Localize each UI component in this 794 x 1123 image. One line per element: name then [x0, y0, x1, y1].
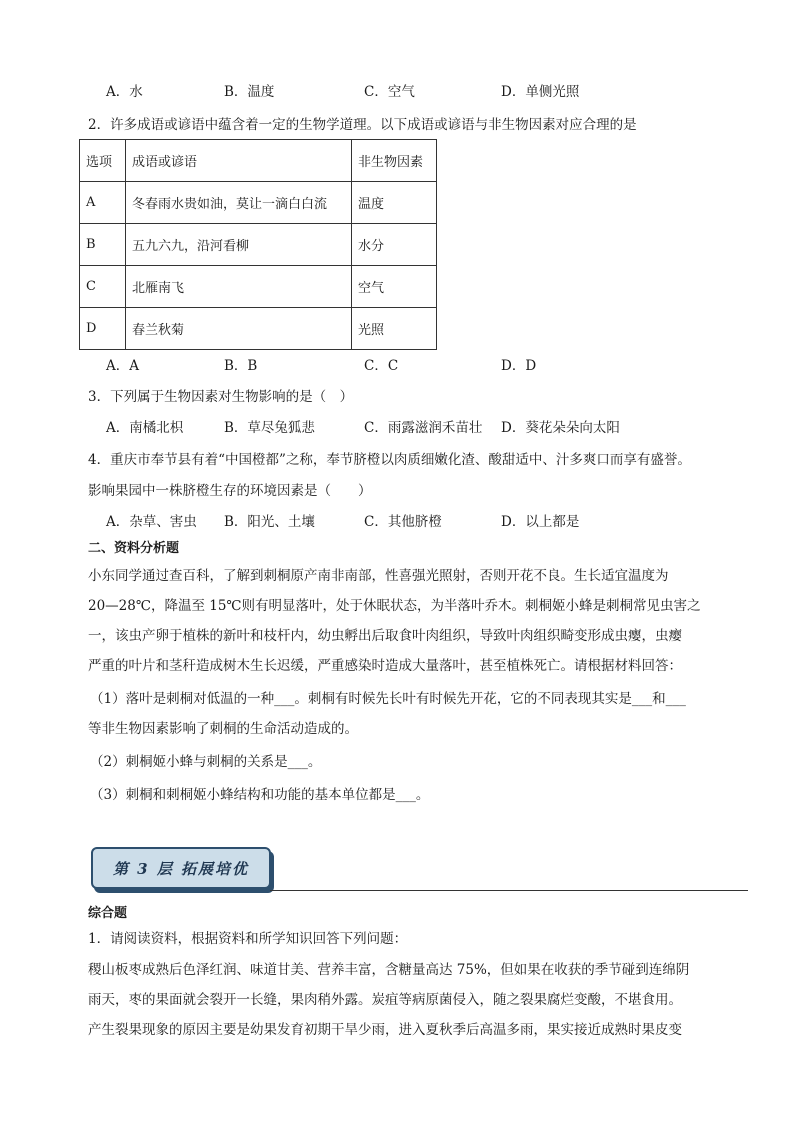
table-cell: 春兰秋菊 — [126, 308, 352, 350]
q2-option-c: C．C — [364, 358, 399, 374]
table-header-row — [80, 140, 437, 182]
q4-stem-line-2: 影响果园中一株脐橙生存的环境因素是（ ） — [88, 483, 372, 499]
table-cell: 水分 — [352, 224, 437, 266]
q4-option-a: A．杂草、害虫 — [106, 514, 197, 530]
table-cell: 空气 — [352, 266, 437, 308]
q4-option-b: B．阳光、土壤 — [224, 514, 315, 530]
q3-option-c: C．雨露滋润禾苗壮 — [364, 420, 483, 436]
table-cell: 光照 — [352, 308, 437, 350]
sub-question-3: （3）刺桐和刺桐姬小蜂结构和功能的基本单位都是___。 — [90, 787, 430, 803]
table-header-cell: 成语或谚语 — [126, 140, 352, 182]
q4-stem-line-1: 4．重庆市奉节县有着“中国橙都”之称，奉节脐橙以肉质细嫩化渣、酸甜适中、汁多爽口而享有盛誉。 — [88, 452, 691, 468]
table-cell: 五九六九，沿河看柳 — [126, 224, 352, 266]
passage-line: 产生裂果现象的原因主要是幼果发育初期干旱少雨，进入夏秋季后高温多雨，果实接近成熟时果皮变 — [88, 1022, 682, 1038]
sub-question-2: （2）刺桐姬小蜂与刺桐的关系是___。 — [90, 754, 322, 770]
q4-option-d: D．以上都是 — [501, 514, 580, 530]
passage-line: 一，该虫产卵于植株的新叶和枝杆内，幼虫孵出后取食叶肉组织，导致叶肉组织畸变形成虫瘿，虫瘿 — [88, 628, 682, 644]
passage-line: 20—28℃，降温至 15℃则有明显落叶，处于休眠状态，为半落叶乔木。刺桐姬小蜂是刺桐常见虫害之 — [88, 598, 701, 614]
table-header-cell: 选项 — [80, 140, 126, 182]
table-cell: C — [80, 266, 126, 308]
q3-option-d: D．葵花朵朵向太阳 — [501, 420, 620, 436]
table-cell: B — [80, 224, 126, 266]
q2-option-b: B．B — [224, 358, 258, 374]
passage-line: 雨天，枣的果面就会裂开一长缝，果肉稍外露。炭疽等病原菌侵入，随之裂果腐烂变酸，不堪食用。 — [88, 992, 682, 1008]
table-cell: A — [80, 182, 126, 224]
passage-line: 小东同学通过查百科，了解到刺桐原产南非南部，性喜强光照射，否则开花不良。生长适宜温度为 — [88, 568, 669, 584]
table-cell: 北雁南飞 — [126, 266, 352, 308]
q1-option-a: A．水 — [106, 84, 143, 100]
q1-option-c: C．空气 — [364, 84, 415, 100]
passage-line: 稷山板枣成熟后色泽红润、味道甘美、营养丰富，含糖量高达 75%，但如果在收获的季节碰到连绵阴 — [88, 962, 690, 978]
q1-option-d: D．单侧光照 — [501, 84, 580, 100]
section-2-title: 二、资料分析题 — [88, 541, 180, 556]
q2-stem: 2．许多成语或谚语中蕴含着一定的生物学道理。以下成语或谚语与非生物因素对应合理的是 — [88, 117, 637, 133]
q1-option-b: B．温度 — [224, 84, 275, 100]
table-cell: 冬春雨水贵如油，莫让一滴白白流 — [126, 182, 352, 224]
passage-line: 严重的叶片和茎秆造成树木生长迟缓，严重感染时造成大量落叶，甚至植株死亡。请根据材料回答： — [88, 658, 682, 674]
table-row — [80, 182, 437, 224]
q3-stem: 3．下列属于生物因素对生物影响的是（ ） — [88, 389, 354, 405]
section-3-title: 综合题 — [88, 906, 128, 921]
table-header-cell: 非生物因素 — [352, 140, 437, 182]
q3-option-b: B．草尽兔狐悲 — [224, 420, 315, 436]
section-3-q1-stem: 1．请阅读资料，根据资料和所学知识回答下列问题： — [88, 931, 408, 947]
table-cell: D — [80, 308, 126, 350]
q4-option-c: C．其他脐橙 — [364, 514, 442, 530]
q2-option-d: D．D — [501, 358, 537, 374]
table-row — [80, 266, 437, 308]
table-cell: 温度 — [352, 182, 437, 224]
sub-question-1-line-2: 等非生物因素影响了刺桐的生命活动造成的。 — [88, 721, 358, 737]
q2-table — [79, 139, 437, 350]
banner-divider — [270, 890, 748, 891]
table-row — [80, 308, 437, 350]
table-row — [80, 224, 437, 266]
sub-question-1-line-1: （1）落叶是刺桐对低温的一种___。刺桐有时候先长叶有时候先开花，它的不同表现其实是___和___ — [90, 691, 686, 707]
q3-option-a: A．南橘北枳 — [106, 420, 184, 436]
level-3-banner: 第 3 层 拓展培优 — [91, 847, 271, 889]
q2-option-a: A．A — [106, 358, 139, 374]
